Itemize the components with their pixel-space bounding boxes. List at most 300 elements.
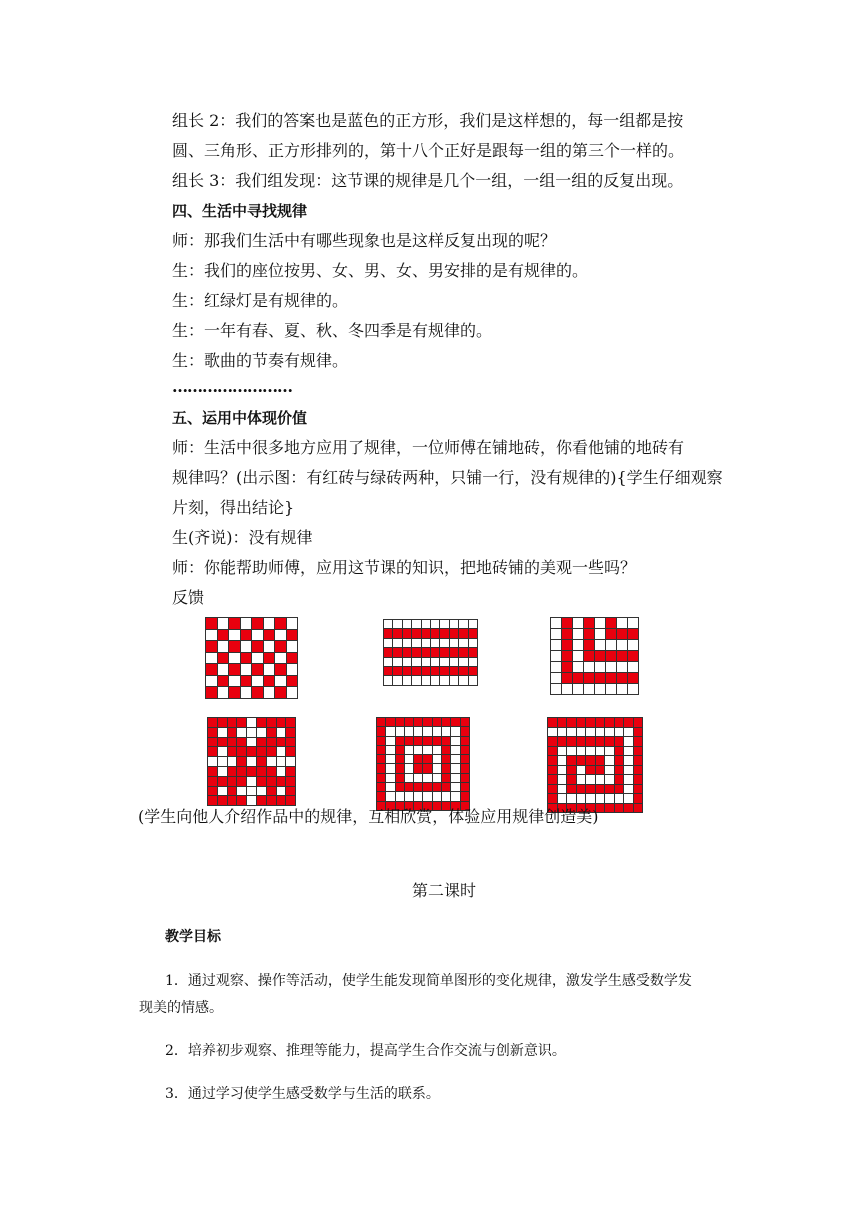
tile bbox=[551, 673, 561, 683]
tile bbox=[267, 787, 276, 796]
tile bbox=[628, 684, 638, 694]
tile bbox=[451, 755, 459, 763]
tile bbox=[422, 658, 430, 666]
tile bbox=[218, 718, 227, 727]
tile bbox=[257, 747, 266, 756]
tile bbox=[237, 777, 246, 786]
tile bbox=[208, 787, 217, 796]
ellipsis: …………………… bbox=[172, 377, 292, 396]
tile bbox=[451, 792, 459, 800]
tile bbox=[548, 737, 557, 746]
tile bbox=[440, 676, 448, 684]
tile bbox=[386, 764, 394, 772]
tile bbox=[241, 664, 252, 675]
tile bbox=[584, 618, 594, 628]
tile bbox=[412, 639, 420, 647]
goal-1-line2: 现美的情感。 bbox=[139, 1000, 223, 1016]
tile bbox=[615, 747, 624, 756]
tile bbox=[405, 792, 413, 800]
tile bbox=[403, 648, 411, 656]
tile bbox=[461, 774, 469, 782]
tile bbox=[562, 651, 572, 661]
tile bbox=[384, 658, 392, 666]
tile-pattern-blocks bbox=[207, 717, 296, 806]
tile bbox=[229, 630, 240, 641]
tile bbox=[247, 767, 256, 776]
tile bbox=[461, 783, 469, 791]
tile bbox=[551, 629, 561, 639]
tile bbox=[558, 747, 567, 756]
tile bbox=[606, 684, 616, 694]
tile bbox=[433, 783, 441, 791]
tile bbox=[286, 777, 295, 786]
tile bbox=[584, 640, 594, 650]
tile bbox=[287, 618, 298, 629]
tile bbox=[384, 667, 392, 675]
tile bbox=[634, 737, 643, 746]
tile bbox=[605, 718, 614, 727]
lesson-2-title: 第二课时 bbox=[412, 881, 477, 900]
student-answer-1: 生：我们的座位按男、女、男、女、男安排的是有规律的。 bbox=[172, 261, 589, 280]
para-leader2-line1: 组长 2：我们的答案也是蓝色的正方形，我们是这样想的，每一组都是按 bbox=[172, 111, 684, 130]
tile bbox=[586, 728, 595, 737]
tile bbox=[451, 718, 459, 726]
tile bbox=[584, 673, 594, 683]
tile bbox=[624, 775, 633, 784]
tile bbox=[606, 618, 616, 628]
tile bbox=[450, 658, 458, 666]
tile bbox=[275, 676, 286, 687]
tile bbox=[229, 687, 240, 698]
tile bbox=[208, 728, 217, 737]
tile bbox=[573, 640, 583, 650]
tile bbox=[450, 620, 458, 628]
tile bbox=[469, 620, 477, 628]
tile bbox=[577, 766, 586, 775]
tile bbox=[461, 746, 469, 754]
tile bbox=[451, 774, 459, 782]
tile bbox=[386, 774, 394, 782]
tile bbox=[606, 629, 616, 639]
tile bbox=[624, 737, 633, 746]
tile bbox=[252, 630, 263, 641]
tile bbox=[548, 718, 557, 727]
tile bbox=[624, 756, 633, 765]
tile bbox=[562, 618, 572, 628]
tile bbox=[596, 728, 605, 737]
tile bbox=[442, 727, 450, 735]
tile bbox=[628, 640, 638, 650]
tile bbox=[615, 756, 624, 765]
tile bbox=[206, 630, 217, 641]
tile bbox=[229, 653, 240, 664]
tile bbox=[286, 718, 295, 727]
tile bbox=[229, 676, 240, 687]
tile bbox=[422, 676, 430, 684]
tile bbox=[577, 775, 586, 784]
tile bbox=[414, 783, 422, 791]
tile bbox=[548, 766, 557, 775]
tile bbox=[577, 737, 586, 746]
tile-pattern-stripes bbox=[383, 619, 478, 686]
tile bbox=[414, 737, 422, 745]
tile bbox=[396, 792, 404, 800]
tile bbox=[615, 728, 624, 737]
teacher-question-1: 师：那我们生活中有哪些现象也是这样反复出现的呢？ bbox=[172, 231, 557, 250]
tile bbox=[567, 766, 576, 775]
tile bbox=[451, 746, 459, 754]
tile bbox=[548, 775, 557, 784]
tile bbox=[257, 738, 266, 747]
tile bbox=[286, 738, 295, 747]
tile bbox=[440, 648, 448, 656]
tile bbox=[218, 738, 227, 747]
tile bbox=[595, 640, 605, 650]
tile bbox=[469, 658, 477, 666]
tile bbox=[628, 662, 638, 672]
tile bbox=[634, 775, 643, 784]
tile bbox=[287, 687, 298, 698]
tile bbox=[257, 757, 266, 766]
tile bbox=[634, 766, 643, 775]
tile bbox=[450, 667, 458, 675]
tile bbox=[442, 774, 450, 782]
tile bbox=[558, 718, 567, 727]
tile bbox=[469, 676, 477, 684]
tile bbox=[287, 676, 298, 687]
tile bbox=[605, 737, 614, 746]
tile bbox=[586, 775, 595, 784]
tile bbox=[634, 785, 643, 794]
tile bbox=[228, 787, 237, 796]
tile bbox=[414, 727, 422, 735]
tile bbox=[264, 618, 275, 629]
tile bbox=[615, 737, 624, 746]
tile bbox=[606, 651, 616, 661]
tile bbox=[267, 718, 276, 727]
tile bbox=[264, 630, 275, 641]
tile bbox=[423, 764, 431, 772]
tile bbox=[586, 766, 595, 775]
tile bbox=[558, 766, 567, 775]
tile-pattern-checkerboard bbox=[205, 617, 298, 699]
goals-heading: 教学目标 bbox=[165, 929, 221, 945]
tile bbox=[617, 662, 627, 672]
tile bbox=[431, 639, 439, 647]
tile bbox=[241, 687, 252, 698]
tile bbox=[384, 676, 392, 684]
tile bbox=[615, 775, 624, 784]
tile bbox=[206, 641, 217, 652]
tile bbox=[277, 747, 286, 756]
tile bbox=[595, 662, 605, 672]
tile bbox=[451, 764, 459, 772]
tile-pattern-corner bbox=[550, 617, 639, 695]
tile bbox=[267, 738, 276, 747]
tile bbox=[433, 718, 441, 726]
tile bbox=[617, 640, 627, 650]
tile bbox=[584, 684, 594, 694]
tile bbox=[548, 756, 557, 765]
tile bbox=[567, 756, 576, 765]
tile bbox=[422, 648, 430, 656]
tile bbox=[286, 757, 295, 766]
tile bbox=[252, 687, 263, 698]
tile bbox=[606, 640, 616, 650]
tile bbox=[577, 728, 586, 737]
teacher-question-2-line3: 片刻，得出结论} bbox=[172, 498, 295, 517]
tile bbox=[615, 766, 624, 775]
tile bbox=[405, 783, 413, 791]
tile bbox=[386, 792, 394, 800]
tile bbox=[286, 787, 295, 796]
tile bbox=[573, 673, 583, 683]
tile bbox=[264, 653, 275, 664]
tile bbox=[595, 618, 605, 628]
tile bbox=[548, 747, 557, 756]
tile bbox=[384, 639, 392, 647]
tile bbox=[412, 676, 420, 684]
tile bbox=[450, 676, 458, 684]
tile bbox=[450, 639, 458, 647]
tile bbox=[586, 737, 595, 746]
tile bbox=[459, 658, 467, 666]
tile bbox=[403, 620, 411, 628]
tile bbox=[252, 618, 263, 629]
tile bbox=[405, 737, 413, 745]
tile bbox=[252, 664, 263, 675]
tile bbox=[267, 777, 276, 786]
tile bbox=[558, 775, 567, 784]
tile bbox=[377, 764, 385, 772]
tile bbox=[396, 718, 404, 726]
tile bbox=[423, 783, 431, 791]
tile bbox=[634, 718, 643, 727]
tile bbox=[396, 764, 404, 772]
tile bbox=[228, 718, 237, 727]
tile bbox=[423, 727, 431, 735]
tile bbox=[228, 777, 237, 786]
tile bbox=[414, 792, 422, 800]
tile bbox=[595, 673, 605, 683]
tile bbox=[586, 718, 595, 727]
tile bbox=[208, 757, 217, 766]
tile bbox=[567, 785, 576, 794]
tile bbox=[208, 747, 217, 756]
tile bbox=[469, 667, 477, 675]
tile bbox=[442, 755, 450, 763]
tile bbox=[573, 618, 583, 628]
tile bbox=[617, 629, 627, 639]
tile bbox=[377, 755, 385, 763]
tile bbox=[596, 775, 605, 784]
tile bbox=[548, 728, 557, 737]
tile bbox=[442, 737, 450, 745]
tile bbox=[596, 785, 605, 794]
tile bbox=[257, 728, 266, 737]
tile bbox=[450, 629, 458, 637]
tile bbox=[393, 620, 401, 628]
tile bbox=[423, 737, 431, 745]
tile bbox=[442, 783, 450, 791]
goal-2: 2．培养初步观察、推理等能力，提高学生合作交流与创新意识。 bbox=[165, 1043, 566, 1059]
tile bbox=[442, 746, 450, 754]
tile bbox=[412, 648, 420, 656]
tile bbox=[405, 774, 413, 782]
tile bbox=[450, 648, 458, 656]
tile bbox=[617, 618, 627, 628]
tile bbox=[595, 651, 605, 661]
tile bbox=[277, 718, 286, 727]
tile bbox=[551, 640, 561, 650]
tile bbox=[241, 653, 252, 664]
tile bbox=[393, 648, 401, 656]
tile bbox=[586, 756, 595, 765]
tile bbox=[237, 757, 246, 766]
tile bbox=[617, 673, 627, 683]
tile bbox=[218, 728, 227, 737]
tile bbox=[267, 767, 276, 776]
tile bbox=[573, 662, 583, 672]
tile bbox=[218, 630, 229, 641]
tile bbox=[241, 630, 252, 641]
tile bbox=[393, 676, 401, 684]
tile bbox=[252, 653, 263, 664]
tile bbox=[286, 767, 295, 776]
tile bbox=[405, 727, 413, 735]
tile bbox=[277, 777, 286, 786]
tile bbox=[573, 651, 583, 661]
tile bbox=[562, 673, 572, 683]
tile bbox=[218, 618, 229, 629]
tile bbox=[423, 755, 431, 763]
tile bbox=[606, 673, 616, 683]
tile bbox=[275, 687, 286, 698]
tile bbox=[206, 618, 217, 629]
tile bbox=[218, 687, 229, 698]
tile bbox=[377, 792, 385, 800]
tile bbox=[628, 629, 638, 639]
tile bbox=[241, 618, 252, 629]
tile bbox=[442, 764, 450, 772]
tile bbox=[451, 737, 459, 745]
tile bbox=[277, 738, 286, 747]
tile bbox=[431, 648, 439, 656]
tile bbox=[403, 639, 411, 647]
tile bbox=[577, 718, 586, 727]
tile bbox=[228, 738, 237, 747]
tile bbox=[257, 718, 266, 727]
tile bbox=[377, 727, 385, 735]
tile bbox=[459, 676, 467, 684]
tile bbox=[440, 667, 448, 675]
tile bbox=[548, 785, 557, 794]
tile bbox=[237, 738, 246, 747]
tile bbox=[386, 727, 394, 735]
tile bbox=[551, 618, 561, 628]
tile bbox=[275, 664, 286, 675]
tile bbox=[584, 629, 594, 639]
tile bbox=[431, 658, 439, 666]
tile bbox=[267, 728, 276, 737]
tile bbox=[577, 747, 586, 756]
tile bbox=[384, 648, 392, 656]
tile bbox=[628, 651, 638, 661]
tile bbox=[377, 783, 385, 791]
tile bbox=[377, 774, 385, 782]
tile bbox=[433, 737, 441, 745]
tile bbox=[431, 667, 439, 675]
tile bbox=[384, 620, 392, 628]
tile bbox=[586, 785, 595, 794]
tile bbox=[422, 639, 430, 647]
tile bbox=[433, 774, 441, 782]
tile bbox=[442, 792, 450, 800]
tile bbox=[605, 747, 614, 756]
tile bbox=[252, 676, 263, 687]
tile bbox=[562, 640, 572, 650]
tile bbox=[287, 630, 298, 641]
tile bbox=[605, 728, 614, 737]
tile bbox=[459, 620, 467, 628]
tile bbox=[403, 676, 411, 684]
tile bbox=[442, 718, 450, 726]
tile bbox=[237, 787, 246, 796]
tile bbox=[440, 629, 448, 637]
tile bbox=[567, 747, 576, 756]
tile bbox=[459, 629, 467, 637]
tile bbox=[267, 747, 276, 756]
tile bbox=[218, 757, 227, 766]
tile bbox=[218, 664, 229, 675]
teacher-question-2-line1: 师：生活中很多地方应用了规律，一位师傅在铺地砖，你看他铺的地砖有 bbox=[172, 438, 685, 457]
tile bbox=[459, 639, 467, 647]
tile bbox=[624, 785, 633, 794]
tile bbox=[386, 783, 394, 791]
tile bbox=[461, 737, 469, 745]
tile bbox=[229, 641, 240, 652]
tile bbox=[247, 718, 256, 727]
tile bbox=[386, 718, 394, 726]
tile bbox=[624, 728, 633, 737]
tile bbox=[451, 727, 459, 735]
tile bbox=[393, 658, 401, 666]
tile bbox=[247, 738, 256, 747]
tile bbox=[403, 629, 411, 637]
tile bbox=[277, 728, 286, 737]
tile bbox=[423, 774, 431, 782]
tile bbox=[405, 755, 413, 763]
tile bbox=[264, 664, 275, 675]
tile bbox=[617, 684, 627, 694]
tile bbox=[208, 718, 217, 727]
tile bbox=[237, 728, 246, 737]
tile bbox=[208, 777, 217, 786]
tile bbox=[431, 676, 439, 684]
tile bbox=[247, 787, 256, 796]
teacher-question-3: 师：你能帮助师傅，应用这节课的知识，把地砖铺的美观一些吗？ bbox=[172, 558, 637, 577]
tile bbox=[586, 747, 595, 756]
tile bbox=[393, 639, 401, 647]
tile bbox=[412, 667, 420, 675]
tile bbox=[617, 651, 627, 661]
tile bbox=[422, 629, 430, 637]
tile bbox=[206, 687, 217, 698]
tile bbox=[412, 658, 420, 666]
tile bbox=[386, 755, 394, 763]
tile bbox=[551, 662, 561, 672]
tile bbox=[218, 676, 229, 687]
